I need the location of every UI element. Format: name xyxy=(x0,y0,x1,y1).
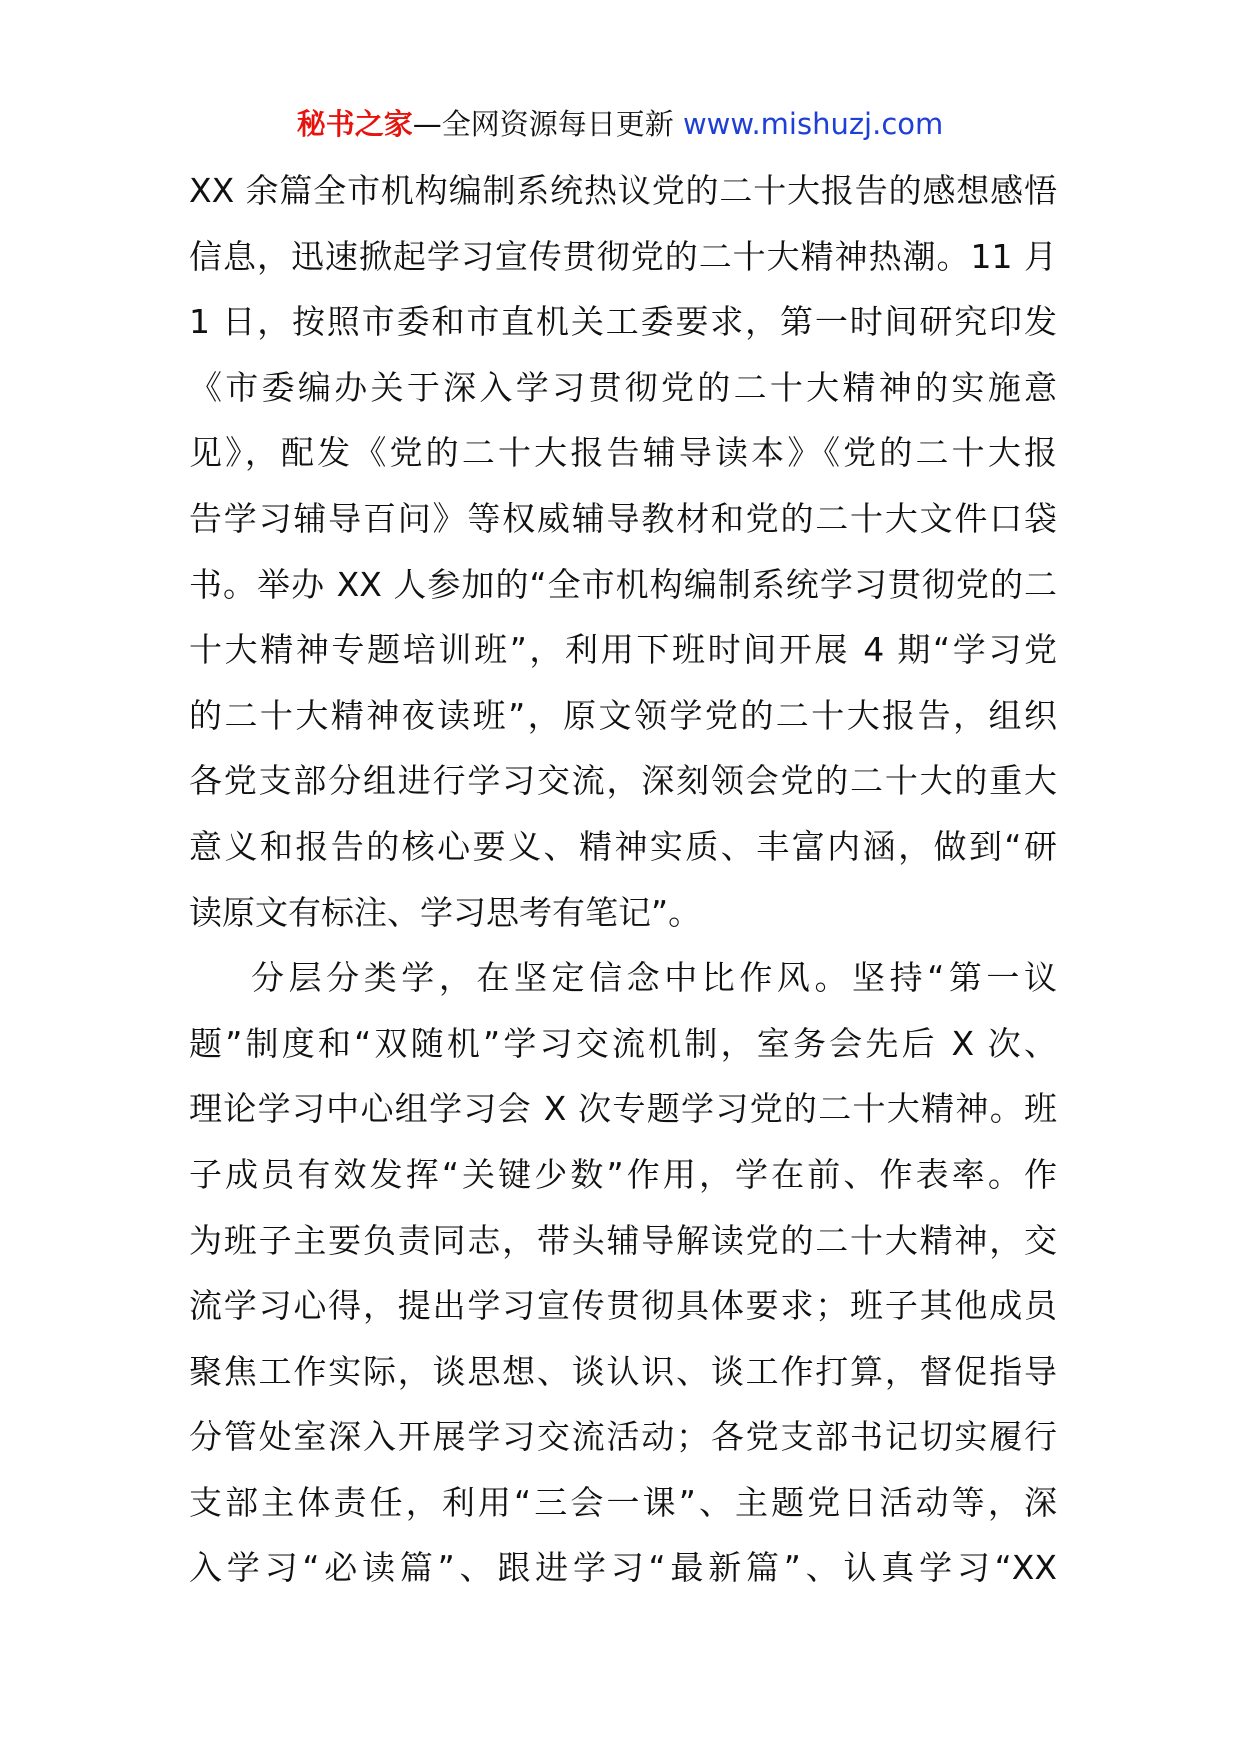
text-line: 《市委编办关于深入学习贯彻党的二十大精神的实施意 xyxy=(189,367,1057,407)
paragraph-2 xyxy=(189,945,1057,1601)
text-line: 的二十大精神夜读班”，原文领学党的二十大报告，组织 xyxy=(189,695,1057,735)
site-url-link[interactable]: www.mishuzj.com xyxy=(682,107,944,141)
paragraph-1 xyxy=(189,158,1057,945)
header-slogan: —全网资源每日更新 xyxy=(412,107,683,141)
text-line: 题”制度和“双随机”学习交流机制，室务会先后 X 次、 xyxy=(189,1023,1057,1063)
text-line: 1 日，按照市委和市直机关工委要求，第一时间研究印发 xyxy=(189,302,1057,342)
text-line: 为班子主要负责同志，带头辅导解读党的二十大精神，交 xyxy=(189,1220,1057,1260)
text-line: 分层分类学，在坚定信念中比作风。坚持“第一议 xyxy=(251,958,1057,998)
text-line: 意义和报告的核心要义、精神实质、丰富内涵，做到“研 xyxy=(189,826,1057,866)
text-line: 流学习心得，提出学习宣传贯彻具体要求；班子其他成员 xyxy=(189,1286,1057,1326)
text-line: 入学习“必读篇”、跟进学习“最新篇”、认真学习“XX xyxy=(189,1548,1057,1588)
document-body xyxy=(189,158,1057,1601)
text-line: 十大精神专题培训班”，利用下班时间开展 4 期“学习党 xyxy=(189,630,1057,670)
text-line: 各党支部分组进行学习交流，深刻领会党的二十大的重大 xyxy=(189,761,1057,801)
text-line: 读原文有标注、学习思考有笔记”。 xyxy=(189,892,702,932)
text-line: XX 余篇全市机构编制系统热议党的二十大报告的感想感悟 xyxy=(189,171,1057,210)
text-line: 理论学习中心组学习会 X 次专题学习党的二十大精神。班 xyxy=(189,1089,1057,1129)
text-line: 子成员有效发挥“关键少数”作用，学在前、作表率。作 xyxy=(189,1154,1057,1194)
page-header xyxy=(0,104,1240,144)
text-line: 告学习辅导百问》等权威辅导教材和党的二十大文件口袋 xyxy=(189,498,1057,538)
text-line: 分管处室深入开展学习交流活动；各党支部书记切实履行 xyxy=(189,1417,1057,1457)
text-line: 书。举办 XX 人参加的“全市机构编制系统学习贯彻党的二 xyxy=(189,564,1057,604)
text-line: 见》，配发《党的二十大报告辅导读本》《党的二十大报 xyxy=(189,433,1057,473)
text-line: 支部主体责任，利用“三会一课”、主题党日活动等，深 xyxy=(189,1482,1057,1522)
brand-name: 秘书之家 xyxy=(296,107,413,141)
text-line: 信息，迅速掀起学习宣传贯彻党的二十大精神热潮。11 月 xyxy=(189,236,1057,276)
text-line: 聚焦工作实际，谈思想、谈认识、谈工作打算，督促指导 xyxy=(189,1351,1057,1391)
